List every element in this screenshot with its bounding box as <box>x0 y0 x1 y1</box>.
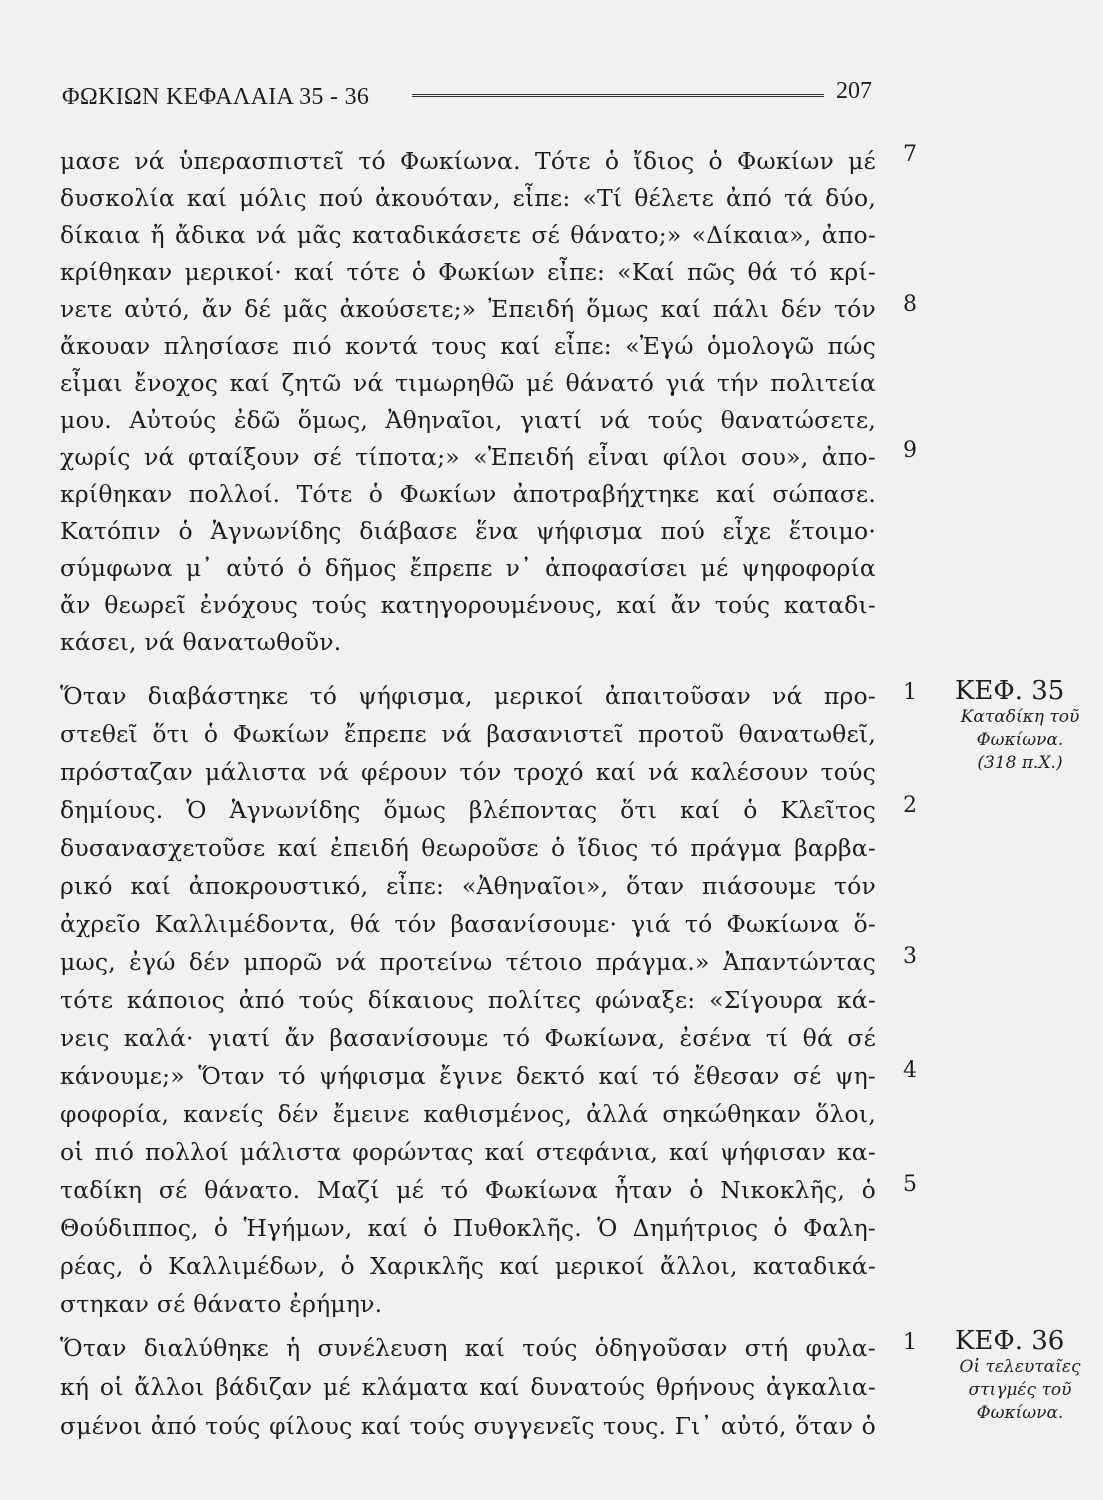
text-line: σύμφωνα μ᾿ αὐτό ὁ δῆμος ἔπρεπε ν᾿ ἀποφασίσει μέ ψηφοφορία <box>60 554 876 582</box>
text-line: νεις καλά· γιατί ἄν βασανίσουμε τό Φωκίωνα, ἐσένα τί θά σέ <box>60 1024 876 1052</box>
text-line: μασε νά ὑπερασπιστεῖ τό Φωκίωνα. Τότε ὁ ἴδιος ὁ Φωκίων μέ <box>60 147 876 175</box>
chapter-subtitle: Φωκίωνα. <box>976 730 1064 750</box>
chapter-subtitle: Φωκίωνα. <box>976 1403 1064 1423</box>
text-line: δίκαια ἤ ἄδικα νά μᾶς καταδικάσετε σέ θάνατο;» «Δίκαια», ἀπο- <box>60 221 876 249</box>
running-header <box>62 78 872 112</box>
text-line: οἱ πιό πολλοί μάλιστα φορώντας καί στεφάνια, καί ψήφισαν κα- <box>60 1138 876 1166</box>
text-line: δημίους. Ὁ Ἁγνωνίδης ὅμως βλέποντας ὅτι καί ὁ Κλεῖτος <box>60 796 876 824</box>
text-line: δυσανασχετοῦσε καί ἐπειδή θεωροῦσε ὁ ἴδιος τό πράγμα βαρβα- <box>60 834 876 862</box>
section-number: 3 <box>903 944 917 969</box>
chapter-36-margin-note <box>945 1326 1095 1425</box>
section-number: 9 <box>903 438 917 463</box>
text-line: πρόσταζαν μάλιστα νά φέρουν τόν τροχό καί νά καλέσουν τούς <box>60 758 876 786</box>
text-line: δυσκολία καί μόλις πού ἀκουόταν, εἶπε: «Τί θέλετε ἀπό τά δύο, <box>60 184 876 212</box>
section-number: 7 <box>903 142 917 167</box>
chapter-date: (318 π.Χ.) <box>977 753 1063 773</box>
section-number: 2 <box>903 793 917 818</box>
text-line: ἄκουαν πλησίασε πιό κοντά τους καί εἶπε: «Ἐγώ ὁμολογῶ πώς <box>60 332 876 360</box>
text-line: κή οἱ ἄλλοι βάδιζαν μέ κλάματα καί δυνατούς θρήνους ἀγκαλια- <box>60 1373 876 1401</box>
section-number: 1 <box>903 680 917 705</box>
section-number: 1 <box>903 1330 917 1355</box>
text-line: φοφορία, κανείς δέν ἔμεινε καθισμένος, ἀλλά σηκώθηκαν ὅλοι, <box>60 1100 876 1128</box>
text-line: μως, ἐγώ δέν μπορῶ νά προτείνω τέτοιο πράγμα.» Ἀπαντώντας <box>60 948 876 976</box>
chapter-35-margin-note <box>945 676 1095 775</box>
section-number: 8 <box>903 292 917 317</box>
text-line: τότε κάποιος ἀπό τούς δίκαιους πολίτες φώναξε: «Σίγουρα κά- <box>60 986 876 1014</box>
text-line: σμένοι ἀπό τούς φίλους καί τούς συγγενεῖς τους. Γι᾿ αὐτό, ὅταν ὁ <box>60 1412 876 1440</box>
text-line: στεθεῖ ὅτι ὁ Φωκίων ἔπρεπε νά βασανιστεῖ προτοῦ θανατωθεῖ, <box>60 720 876 748</box>
text-line: Ὅταν διαβάστηκε τό ψήφισμα, μερικοί ἀπαιτοῦσαν νά προ- <box>60 682 876 710</box>
text-line: εἶμαι ἔνοχος καί ζητῶ νά τιμωρηθῶ μέ θάνατό γιά τήν πολιτεία <box>60 369 876 397</box>
text-line: Θούδιππος, ὁ Ἡγήμων, καί ὁ Πυθοκλῆς. Ὁ Δημήτριος ὁ Φαλη- <box>60 1214 876 1242</box>
chapter-subtitle: στιγμές τοῦ <box>968 1380 1072 1400</box>
text-line: Ὅταν διαλύθηκε ἡ συνέλευση καί τούς ὁδηγοῦσαν στή φυλα- <box>60 1334 876 1362</box>
chapter-subtitle: Οἱ τελευταῖες <box>959 1357 1081 1377</box>
chapter-subtitle: Καταδίκη τοῦ <box>960 707 1080 727</box>
text-line: κρίθηκαν πολλοί. Τότε ὁ Φωκίων ἀποτραβήχτηκε καί σώπασε. <box>60 480 876 508</box>
chapter-title: ΚΕΦ. 36 <box>955 1326 1065 1356</box>
section-number: 5 <box>903 1172 917 1197</box>
text-line: ἀχρεῖο Καλλιμέδοντα, θά τόν βασανίσουμε· γιά τό Φωκίωνα ὅ- <box>60 910 876 938</box>
text-line: κρίθηκαν μερικοί· καί τότε ὁ Φωκίων εἶπε: «Καί πῶς θά τό κρί- <box>60 258 876 286</box>
text-line: Κατόπιν ὁ Ἁγνωνίδης διάβασε ἕνα ψήφισμα πού εἶχε ἕτοιμο· <box>60 517 876 545</box>
header-double-rule <box>412 94 824 101</box>
section-number: 4 <box>903 1058 917 1083</box>
text-line: κάνουμε;» Ὅταν τό ψήφισμα ἔγινε δεκτό καί τό ἔθεσαν σέ ψη- <box>60 1062 876 1090</box>
text-line: ρικό καί ἀποκρουστικό, εἶπε: «Ἀθηναῖοι», ὅταν πιάσουμε τόν <box>60 872 876 900</box>
text-line: ρέας, ὁ Καλλιμέδων, ὁ Χαρικλῆς καί μερικοί ἄλλοι, καταδικά- <box>60 1252 876 1280</box>
text-line: νετε αὐτό, ἄν δέ μᾶς ἀκούσετε;» Ἐπειδή ὅμως καί πάλι δέν τόν <box>60 295 876 323</box>
text-line: ταδίκη σέ θάνατο. Μαζί μέ τό Φωκίωνα ἦταν ὁ Νικοκλῆς, ὁ <box>60 1176 876 1204</box>
page-number: 207 <box>836 78 872 104</box>
running-title: ΦΩΚΙΩΝ ΚΕΦΑΛΑΙΑ 35 - 36 <box>62 84 370 110</box>
text-line: μου. Αὐτούς ἐδῶ ὅμως, Ἀθηναῖοι, γιατί νά τούς θανατώσετε, <box>60 406 876 434</box>
text-line: στηκαν σέ θάνατο ἐρήμην. <box>60 1290 383 1318</box>
text-line: χωρίς νά φταίξουν σέ τίποτα;» «Ἐπειδή εἶναι φίλοι σου», ἀπο- <box>60 443 876 471</box>
text-line: ἄν θεωρεῖ ἐνόχους τούς κατηγορουμένους, καί ἄν τούς καταδι- <box>60 591 876 619</box>
chapter-title: ΚΕΦ. 35 <box>955 676 1065 706</box>
text-line: κάσει, νά θανατωθοῦν. <box>60 628 342 656</box>
